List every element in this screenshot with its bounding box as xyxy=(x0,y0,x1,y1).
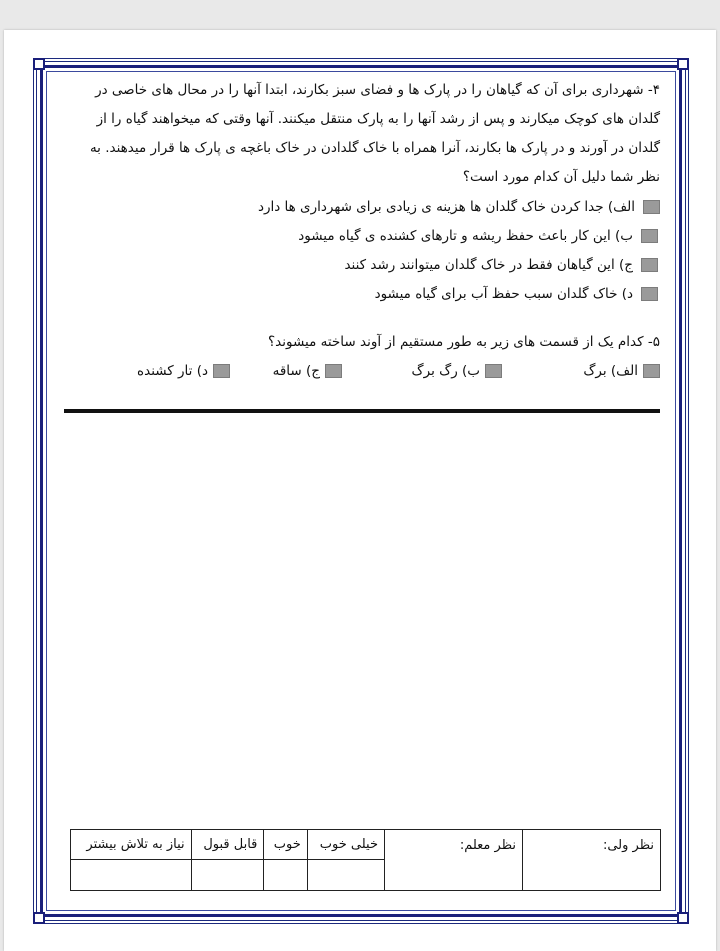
option-row[interactable] xyxy=(64,221,660,250)
corner-ornament xyxy=(677,912,689,924)
checkbox[interactable] xyxy=(213,364,230,378)
evaluation-table xyxy=(70,829,661,891)
teacher-comment-cell[interactable] xyxy=(385,830,523,891)
grade-header: نیاز به تلاش بیشتر xyxy=(71,830,192,860)
option-item[interactable] xyxy=(342,363,502,379)
checkbox[interactable] xyxy=(325,364,342,378)
question-4-options xyxy=(64,192,660,308)
parent-comment-label: نظر ولی: xyxy=(602,838,654,853)
checkbox[interactable] xyxy=(641,287,658,301)
grade-cell[interactable] xyxy=(71,860,192,891)
option-item[interactable] xyxy=(230,363,342,379)
teacher-comment-label: نظر معلم: xyxy=(459,838,516,853)
checkbox[interactable] xyxy=(643,200,660,214)
question-5-options xyxy=(64,357,660,385)
grade-header: خوب xyxy=(264,830,307,860)
option-row[interactable] xyxy=(64,192,660,221)
checkbox[interactable] xyxy=(641,258,658,272)
section-divider xyxy=(64,409,660,413)
option-label: ب) رگ برگ xyxy=(411,363,480,379)
grade-cell[interactable] xyxy=(264,860,307,891)
question-5-text: ۵- کدام یک از قسمت های زیر به طور مستقیم از آوند ساخته میشوند؟ xyxy=(267,334,660,350)
option-item[interactable] xyxy=(502,363,660,379)
option-label: الف) جدا کردن خاک گلدان ها هزینه ی زیادی برای شهرداری ها دارد xyxy=(257,198,635,215)
option-label: د) خاک گلدان سبب حفظ آب برای گیاه میشود xyxy=(374,285,633,302)
grade-cell[interactable] xyxy=(191,860,264,891)
option-label: ب) این کار باعث حفظ ریشه و تارهای کشنده ی گیاه میشود xyxy=(298,227,633,244)
option-row[interactable] xyxy=(64,279,660,308)
corner-ornament xyxy=(33,912,45,924)
parent-comment-cell[interactable] xyxy=(523,830,661,891)
option-label: الف) برگ xyxy=(583,363,638,379)
grade-header: قابل قبول xyxy=(191,830,264,860)
question-4-text: ۴- شهرداری برای آن که گیاهان را در پارک ها و فضای سبز بکارند، ابتدا آنها را در محال های خاصی در گلدان های کوچک میکارند و پس از رشد آنها را به پارک منتقل میکنند. آنها وقتی که میخواهند گیاه را از گلدان در آورند و در پارک ها بکارند، آنرا همراه با خاک گلدادن در خاک باغچه ی پارک ها قرار میدهند. به نظر شما دلیل آن کدام مورد است؟ xyxy=(89,82,660,185)
exam-content xyxy=(64,76,660,385)
option-label: د) تار کشنده xyxy=(137,363,208,379)
checkbox[interactable] xyxy=(641,229,658,243)
checkbox[interactable] xyxy=(643,364,660,378)
corner-ornament xyxy=(33,58,45,70)
option-label: ج) ساقه xyxy=(272,363,320,379)
grade-header: خیلی خوب xyxy=(307,830,384,860)
option-row[interactable] xyxy=(64,250,660,279)
option-item[interactable] xyxy=(137,363,230,379)
corner-ornament xyxy=(677,58,689,70)
option-label: ج) این گیاهان فقط در خاک گلدان میتوانند رشد کنند xyxy=(344,256,633,273)
checkbox[interactable] xyxy=(485,364,502,378)
grade-cell[interactable] xyxy=(307,860,384,891)
